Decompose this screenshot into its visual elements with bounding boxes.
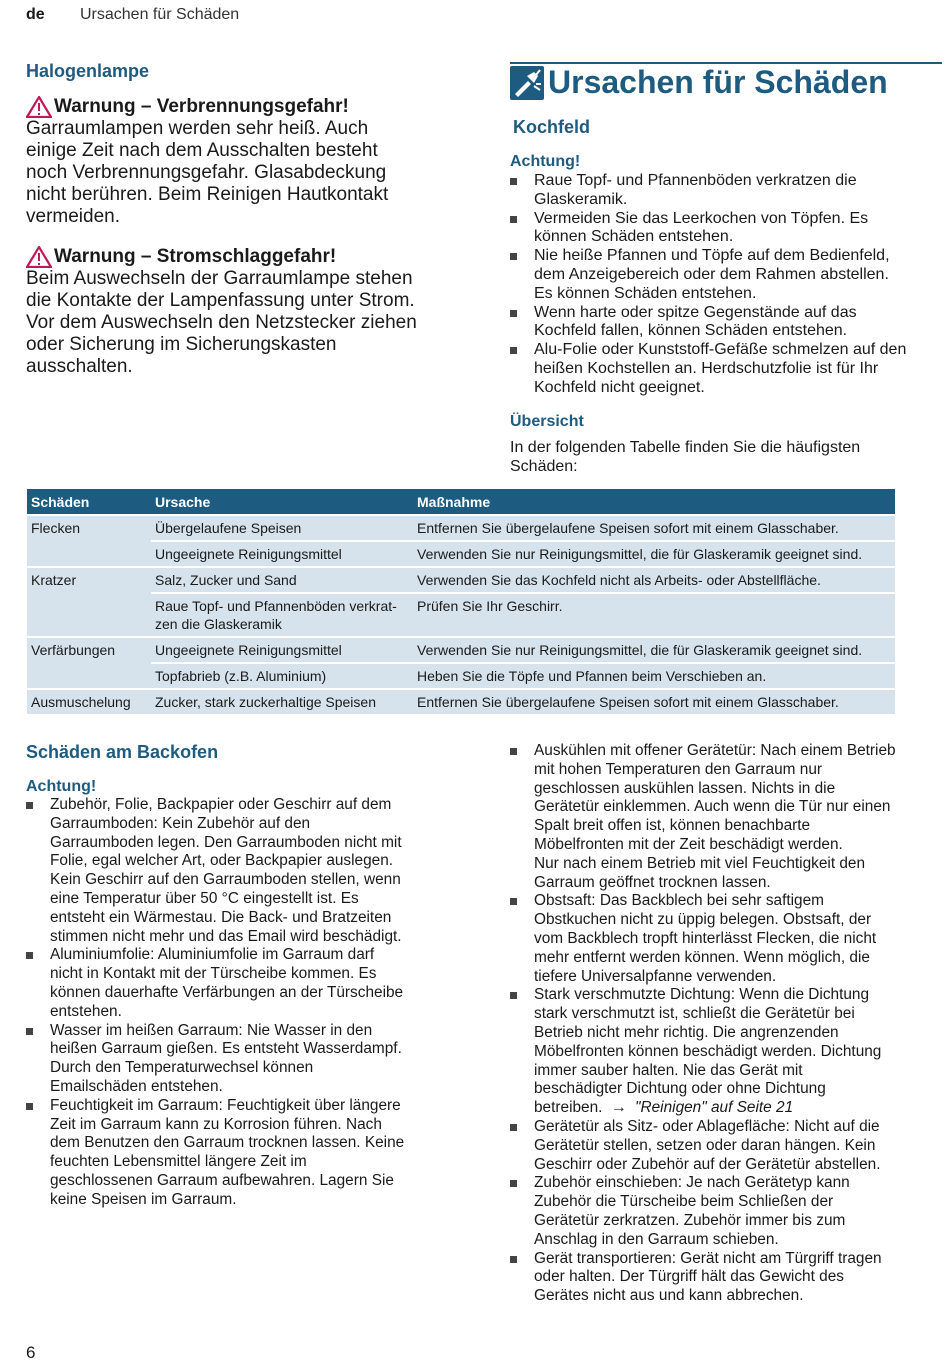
- warning-shock-title-text: Warnung – Stromschlaggefahr!: [54, 246, 337, 267]
- bullet-icon: [510, 310, 517, 317]
- table-row: [27, 689, 895, 714]
- list-item-line: Kochfeld nicht geeignet.: [534, 378, 705, 396]
- table-row: [27, 637, 895, 663]
- list-item-line: Wasser im heißen Garraum: Nie Wasser in den: [50, 1021, 373, 1039]
- kochfeld-achtung: Achtung!: [510, 153, 581, 170]
- table-cell: Verfärbungen: [27, 637, 151, 663]
- list-item: [510, 172, 942, 210]
- kochfeld-heading: Kochfeld: [513, 117, 591, 137]
- list-item-line: Gerätetür stellen, setzen oder daran hängen. Kein: [534, 1136, 876, 1154]
- list-item-line: Garraumboden legen. Den Garraumboden nicht mit: [50, 833, 402, 851]
- list-item: [510, 1118, 942, 1174]
- warning-burn-line: Garraumlampen werden sehr heiß. Auch: [26, 118, 369, 139]
- chapter-heading: [510, 62, 942, 104]
- list-item-line: Garraumboden: Kein Zubehör auf den: [50, 814, 311, 832]
- damage-table-wrap: [27, 489, 895, 714]
- intro-line: Schäden:: [510, 457, 578, 475]
- table-cell: Ungeeignete Reinigungsmittel: [151, 637, 413, 663]
- list-item-line: Anschlag in den Garraum schieben.: [534, 1230, 779, 1248]
- table-row: [27, 515, 895, 541]
- list-item: [510, 210, 942, 248]
- list-item-line: stark verschmutzt ist, schließt die Gerätetür bei: [534, 1005, 855, 1023]
- list-item-line: immer sauber halten. Nie das Gerät mit: [534, 1061, 803, 1079]
- list-item-line: können Schäden entstehen.: [534, 228, 734, 246]
- list-item-line: mehr entfernt werden können. Wenn möglich, die: [534, 948, 870, 966]
- list-item-line: Garraum geöffnet trocknen lassen.: [534, 873, 771, 891]
- table-cell: Ungeeignete Reinigungsmittel: [151, 541, 413, 567]
- list-item-line: eine Temperatur über 50 °C eingestellt ist. Es: [50, 889, 359, 907]
- list-item-line: Obstsaft: Das Backblech bei sehr saftigem: [534, 892, 824, 910]
- list-item-line: Zubehör die Türscheibe beim Schließen der: [534, 1193, 834, 1211]
- chapter-title: Ursachen für Schäden: [548, 64, 888, 100]
- list-item-line: entstehen.: [50, 1002, 122, 1020]
- backofen-right-list: [510, 742, 942, 1306]
- language-code: de: [26, 6, 45, 23]
- warning-shock-line: Vor dem Auswechseln den Netzstecker ziehen: [26, 312, 417, 333]
- table-cell: Entfernen Sie übergelaufene Speisen sofort mit einem Glasschaber.: [413, 689, 895, 714]
- list-item-line: Emailschäden entstehen.: [50, 1077, 223, 1095]
- cross-reference-link[interactable]: "Reinigen" auf Seite 21: [635, 1099, 794, 1117]
- warning-burn-title: [26, 96, 466, 118]
- list-item-line: können dauerhafte Verfärbungen an der Türscheibe: [50, 983, 404, 1001]
- list-item-line: Kein Geschirr auf den Garraumboden stellen, wenn: [50, 871, 401, 889]
- list-item: [510, 742, 942, 892]
- table-cell: Ausmuschelung: [27, 689, 151, 714]
- running-header-title: Ursachen für Schäden: [80, 6, 240, 23]
- table-cell: Verwenden Sie nur Reinigungsmittel, die für Glaskeramik geeignet sind.: [413, 637, 895, 663]
- list-item-line: entsteht ein Wärmestau. Die Back- und Bratzeiten: [50, 908, 392, 926]
- list-item: [510, 341, 942, 397]
- list-item-line: Es können Schäden entstehen.: [534, 284, 757, 302]
- table-row: [27, 663, 895, 689]
- list-item-line: geschlossen auskühlen lassen. Nichts in die: [534, 779, 836, 797]
- uebersicht-heading: Übersicht: [510, 413, 584, 430]
- bullet-icon: [26, 802, 33, 809]
- warning-burn-line: nicht berühren. Beim Reinigen Hautkontakt: [26, 184, 389, 205]
- table-header: Schäden: [27, 489, 151, 515]
- list-item-line: Durch den Temperaturwechsel können: [50, 1059, 314, 1077]
- table-cell: Verwenden Sie nur Reinigungsmittel, die für Glaskeramik geeignet sind.: [413, 541, 895, 567]
- list-item-line: stimmen nicht mehr und das Email wird beschädigt.: [50, 927, 402, 945]
- list-item-line: Stark verschmutzte Dichtung: Wenn die Dichtung: [534, 986, 870, 1004]
- list-item: [26, 1022, 466, 1097]
- backofen-achtung: Achtung!: [26, 778, 97, 795]
- table-cell: Flecken: [27, 515, 151, 541]
- table-header: Ursache: [151, 489, 413, 515]
- list-item-line: Zubehör, Folie, Backpapier oder Geschirr auf dem: [50, 796, 392, 813]
- list-item-line: Aluminiumfolie: Aluminiumfolie im Garraum darf: [50, 946, 375, 964]
- backofen-left-list: [26, 796, 466, 1210]
- list-item: [510, 892, 942, 986]
- warning-shock-line: oder Sicherung im Sicherungskasten: [26, 334, 337, 355]
- table-row: [27, 567, 895, 593]
- warning-burn: [26, 96, 466, 228]
- list-item-line: dem Anzeigebereich oder dem Rahmen abstellen.: [534, 265, 889, 283]
- warning-burn-line: vermeiden.: [26, 206, 120, 227]
- warning-shock-line: die Kontakte der Lampenfassung unter Strom.: [26, 290, 415, 311]
- halogenlampe-heading: Halogenlampe: [26, 61, 150, 81]
- warning-shock-title: [26, 246, 476, 268]
- table-cell: Topfabrieb (z.B. Aluminium): [151, 663, 413, 689]
- list-item-line: Wenn harte oder spitze Gegenstände auf das: [534, 303, 857, 321]
- table-cell: Zucker, stark zuckerhaltige Speisen: [151, 689, 413, 714]
- list-item: [510, 1174, 942, 1249]
- list-item-line: Nie heiße Pfannen und Töpfe auf dem Bedienfeld,: [534, 247, 890, 265]
- list-item-line: Zubehör einschieben: Je nach Gerätetyp kann: [534, 1174, 850, 1192]
- table-cell: Raue Topf- und Pfannenböden verkrat- zen die Glaskeramik: [151, 593, 413, 637]
- list-item-line: feuchten Lebensmittel längere Zeit im: [50, 1153, 307, 1171]
- list-item-line: heißen Kochstellen an. Herdschutzfolie ist für Ihr: [534, 359, 879, 377]
- list-item-line: tiefere Universalpfanne verwenden.: [534, 967, 777, 985]
- list-item: [26, 1097, 466, 1210]
- warning-triangle-icon: [26, 246, 52, 268]
- list-item-line: vom Backblech tropft hinterlässt Flecken, die nicht: [534, 929, 877, 947]
- bullet-icon: [510, 347, 517, 354]
- list-item-line: beschädigter Dichtung oder ohne Dichtung: [534, 1080, 826, 1098]
- damage-tool-icon: [510, 66, 544, 100]
- list-item: [510, 1250, 942, 1306]
- list-item-line: Alu-Folie oder Kunststoff-Gefäße schmelzen auf den: [534, 341, 907, 359]
- list-item-line: heißen Garraum gießen. Es entsteht Wasserdampf.: [50, 1040, 402, 1058]
- list-item: [510, 247, 942, 303]
- list-item-line: Feuchtigkeit im Garraum: Feuchtigkeit über längere: [50, 1096, 401, 1114]
- bullet-icon: [510, 1180, 517, 1187]
- table-cell: [27, 663, 151, 689]
- bullet-icon: [26, 1028, 33, 1035]
- bullet-icon: [26, 1103, 33, 1110]
- warning-burn-line: einige Zeit nach dem Ausschalten besteht: [26, 140, 378, 161]
- list-item-line: Geschirr oder Zubehör auf der Gerätetür abstellen.: [534, 1155, 881, 1173]
- list-item-line: Glaskeramik.: [534, 190, 628, 208]
- table-cell: [27, 593, 151, 637]
- bullet-icon: [510, 1256, 517, 1263]
- bullet-icon: [510, 992, 517, 999]
- warning-shock-line: ausschalten.: [26, 356, 133, 377]
- bullet-icon: [26, 952, 33, 959]
- list-item-line: Möbelfronten können beschädigt werden. Dichtung: [534, 1042, 882, 1060]
- table-cell: [27, 541, 151, 567]
- table-cell: Verwenden Sie das Kochfeld nicht als Arbeits- oder Abstellfläche.: [413, 567, 895, 593]
- list-item-line: Gerätetür zerkratzen. Zubehör immer bis zum: [534, 1211, 846, 1229]
- list-item-line: Spalt breit offen ist, können benachbarte: [534, 817, 811, 835]
- table-cell: Prüfen Sie Ihr Geschirr.: [413, 593, 895, 637]
- arrow-right-icon: →: [610, 1099, 627, 1117]
- table-row: [27, 541, 895, 567]
- intro-line: In der folgenden Tabelle finden Sie die häufigsten: [510, 439, 861, 456]
- list-item-line: Gerätetür einklemmen. Auch wenn die Tür nur einen: [534, 798, 891, 816]
- bullet-icon: [510, 253, 517, 260]
- table-cell: Kratzer: [27, 567, 151, 593]
- table-cell: Übergelaufene Speisen: [151, 515, 413, 541]
- bullet-icon: [510, 748, 517, 755]
- bullet-icon: [510, 1124, 517, 1131]
- list-item-line: Gerätes nicht aus und kann abbrechen.: [534, 1287, 804, 1305]
- list-item-line: Gerätetür als Sitz- oder Ablagefläche: Nicht auf die: [534, 1117, 880, 1135]
- warning-triangle-icon: [26, 96, 52, 118]
- warning-shock: [26, 246, 476, 378]
- table-header: Maßnahme: [413, 489, 895, 515]
- list-item: [26, 796, 466, 946]
- list-item-line: Kochfeld fallen, können Schäden entstehen.: [534, 322, 848, 340]
- list-item: [510, 304, 942, 342]
- bullet-icon: [510, 898, 517, 905]
- list-item-line: oder halten. Der Türgriff hält das Gewicht des: [534, 1268, 844, 1286]
- table-cell: Salz, Zucker und Sand: [151, 567, 413, 593]
- list-item-line: Möbelfronten mit der Zeit beschädigt werden.: [534, 835, 843, 853]
- table-header-row: [27, 489, 895, 515]
- betreiben-text: betreiben.: [534, 1099, 603, 1117]
- list-item-line: Obstkuchen nicht zu üppig belegen. Obstsaft, der: [534, 911, 872, 929]
- kochfeld-list: [510, 172, 942, 398]
- bullet-icon: [510, 216, 517, 223]
- list-item-line: Raue Topf- und Pfannenböden verkratzen die: [534, 172, 857, 189]
- backofen-heading: Schäden am Backofen: [26, 742, 219, 762]
- uebersicht-intro: [510, 439, 942, 477]
- list-item-line: mit hohen Temperaturen den Garraum nur: [534, 760, 823, 778]
- warning-burn-line: noch Verbrennungsgefahr. Glasabdeckung: [26, 162, 387, 183]
- list-item: [510, 986, 942, 1118]
- list-item-line: keine Speisen im Garraum.: [50, 1190, 237, 1208]
- page-number: 6: [26, 1343, 36, 1362]
- list-item-line: Folie, egal welcher Art, oder Backpapier auslegen.: [50, 852, 394, 870]
- table-cell: Entfernen Sie übergelaufene Speisen sofort mit einem Glasschaber.: [413, 515, 895, 541]
- table-cell: Heben Sie die Töpfe und Pfannen beim Verschieben an.: [413, 663, 895, 689]
- list-item-line: Zeit im Garraum kann zu Korrosion führen. Nach: [50, 1115, 382, 1133]
- table-row: [27, 593, 895, 637]
- list-item-line: Betrieb nicht mehr richtig. Die angrenzenden: [534, 1023, 839, 1041]
- list-item-line: Vermeiden Sie das Leerkochen von Töpfen. Es: [534, 209, 869, 227]
- list-item-line: Gerät transportieren: Gerät nicht am Türgriff tragen: [534, 1249, 882, 1267]
- list-item-line: dem Benutzen den Garraum trocknen lassen. Keine: [50, 1134, 405, 1152]
- list-item: [26, 946, 466, 1021]
- list-item-line: nicht in Kontakt mit der Türscheibe kommen. Es: [50, 965, 377, 983]
- bullet-icon: [510, 178, 517, 185]
- damage-table: [27, 489, 895, 714]
- list-item-line: Auskühlen mit offener Gerätetür: Nach einem Betrieb: [534, 742, 896, 759]
- list-item-line: geschlossenen Garraum aufbewahren. Lagern Sie: [50, 1171, 394, 1189]
- warning-shock-line: Beim Auswechseln der Garraumlampe stehen: [26, 268, 413, 289]
- list-item-line: Nur nach einem Betrieb mit viel Feuchtigkeit den: [534, 854, 866, 872]
- list-item-line: [534, 1099, 942, 1118]
- warning-burn-title-text: Warnung – Verbrennungsgefahr!: [54, 96, 349, 117]
